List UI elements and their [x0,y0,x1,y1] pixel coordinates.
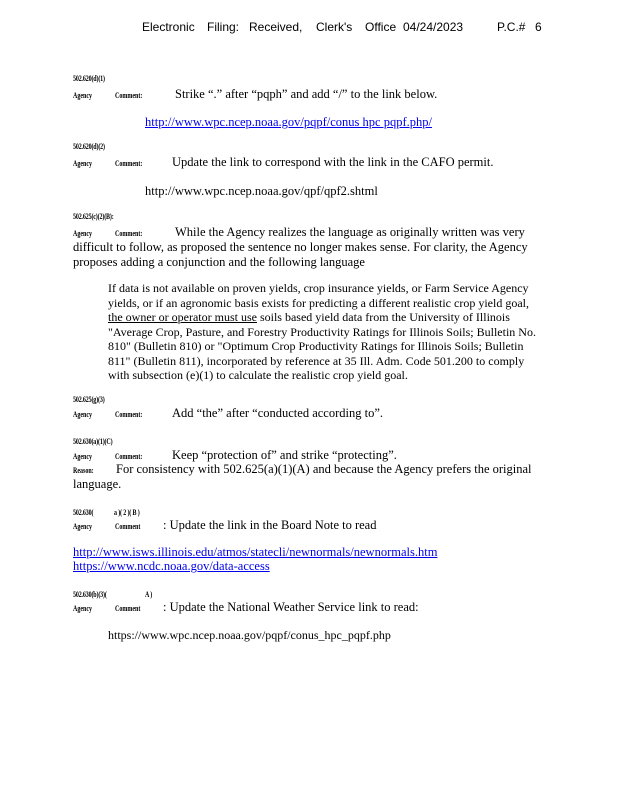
section-code: 502.630(a)(1)(C) [73,437,113,446]
reason-text-line: language. [73,477,122,491]
isws-link[interactable]: http://www.isws.illinois.edu/atmos/statecli/newnormals/newnormals.htm [73,545,438,559]
comment-text: : Update the National Weather Service link to read: [163,600,419,614]
header-pc-number: 6 [535,20,542,34]
comment-label: Comment: [115,159,143,168]
reason-label: Reason: [73,466,94,475]
header-clerks: Clerk's [316,20,353,34]
comment-text: Strike “.” after “pqph” and add “/” to the link below. [175,87,438,101]
reason-text: For consistency with 502.625(a)(1)(A) and because the Agency prefers the original [116,462,532,476]
comment-text-line: proposes adding a conjunction and the following language [73,255,365,269]
quote-line: 810" (Bulletin 810) or "Optimum Crop Productivity Ratings for Illinois Soils; Bulletin [108,339,524,353]
comment-text: Update the link to correspond with the link in the CAFO permit. [172,155,494,169]
header-received: Received, [249,20,303,34]
comment-text: While the Agency realizes the language as originally written was very [175,225,525,239]
proposed-language-block [108,281,603,383]
section-code: 502.620(d)(1) [73,74,105,83]
nws-url-text: https://www.wpc.ncep.noaa.gov/pqpf/conus_hpc_pqpf.php [108,628,391,642]
comment-text: Keep “protection of” and strike “protecting”. [172,448,397,462]
quote-line: yields, or if an agronomic basis exists for predicting a different realistic crop yield goal, [108,295,529,310]
header-filing: Filing: [207,20,240,34]
section-code-suffix: A ) [145,590,153,599]
comment-label: Comment: [115,91,143,100]
quote-line: If data is not available on proven yields, crop insurance yields, or Farm Service Agency [108,281,529,295]
agency-label: Agency [73,452,92,461]
agency-label: Agency [73,522,92,531]
comment-label: Comment [115,522,141,531]
header-electronic: Electronic [142,20,195,34]
comment-text: Add “the” after “conducted according to”. [172,406,384,420]
qpf-url-text: http://www.wpc.ncep.noaa.gov/qpf/qpf2.shtml [145,184,378,198]
quote-line [108,310,603,325]
comment-label: Comment: [115,452,143,461]
agency-label: Agency [73,229,92,238]
comment-label: Comment: [115,410,143,419]
quote-line-rest: soils based yield data from the University of Illinois [256,310,510,324]
quote-line: with subsection (e)(1) to calculate the realistic crop yield goal. [108,368,408,382]
section-code: 502.630(b)(3)( [73,590,107,599]
underlined-insertion: the owner or operator must use [108,310,257,324]
comment-text-line: difficult to follow, as proposed the sentence no longer makes sense. For clarity, the Agency [73,240,528,254]
header-pc: P.C.# [497,20,526,34]
header-date: 04/24/2023 [403,20,464,34]
section-code: 502.620(d)(2) [73,142,105,151]
header-office: Office [365,20,397,34]
agency-label: Agency [73,410,92,419]
pqpf-link[interactable]: http://www.wpc.ncep.noaa.gov/pqpf/conus hpc pqpf.php/ [145,115,432,129]
comment-label: Comment [115,604,141,613]
agency-label: Agency [73,159,92,168]
agency-label: Agency [73,604,92,613]
quote-line: "Average Crop, Pasture, and Forestry Productivity Ratings for Illinois Soils; Bulletin No. [108,324,536,339]
section-code: 502.625(c)(2)(B): [73,212,114,221]
quote-line: 811" (Bulletin 811), incorporated by reference at 35 Ill. Adm. Code 501.200 to comply [108,353,525,368]
ncdc-link[interactable]: https://www.ncdc.noaa.gov/data-access [73,559,270,573]
section-code: 502.625(g)(3) [73,395,105,404]
comment-label: Comment: [115,229,143,238]
comment-text: : Update the link in the Board Note to read [163,518,377,532]
section-code-suffix: a )( 2 )( B ) [114,508,140,517]
agency-label: Agency [73,91,92,100]
section-code: 502.630( [73,508,94,517]
